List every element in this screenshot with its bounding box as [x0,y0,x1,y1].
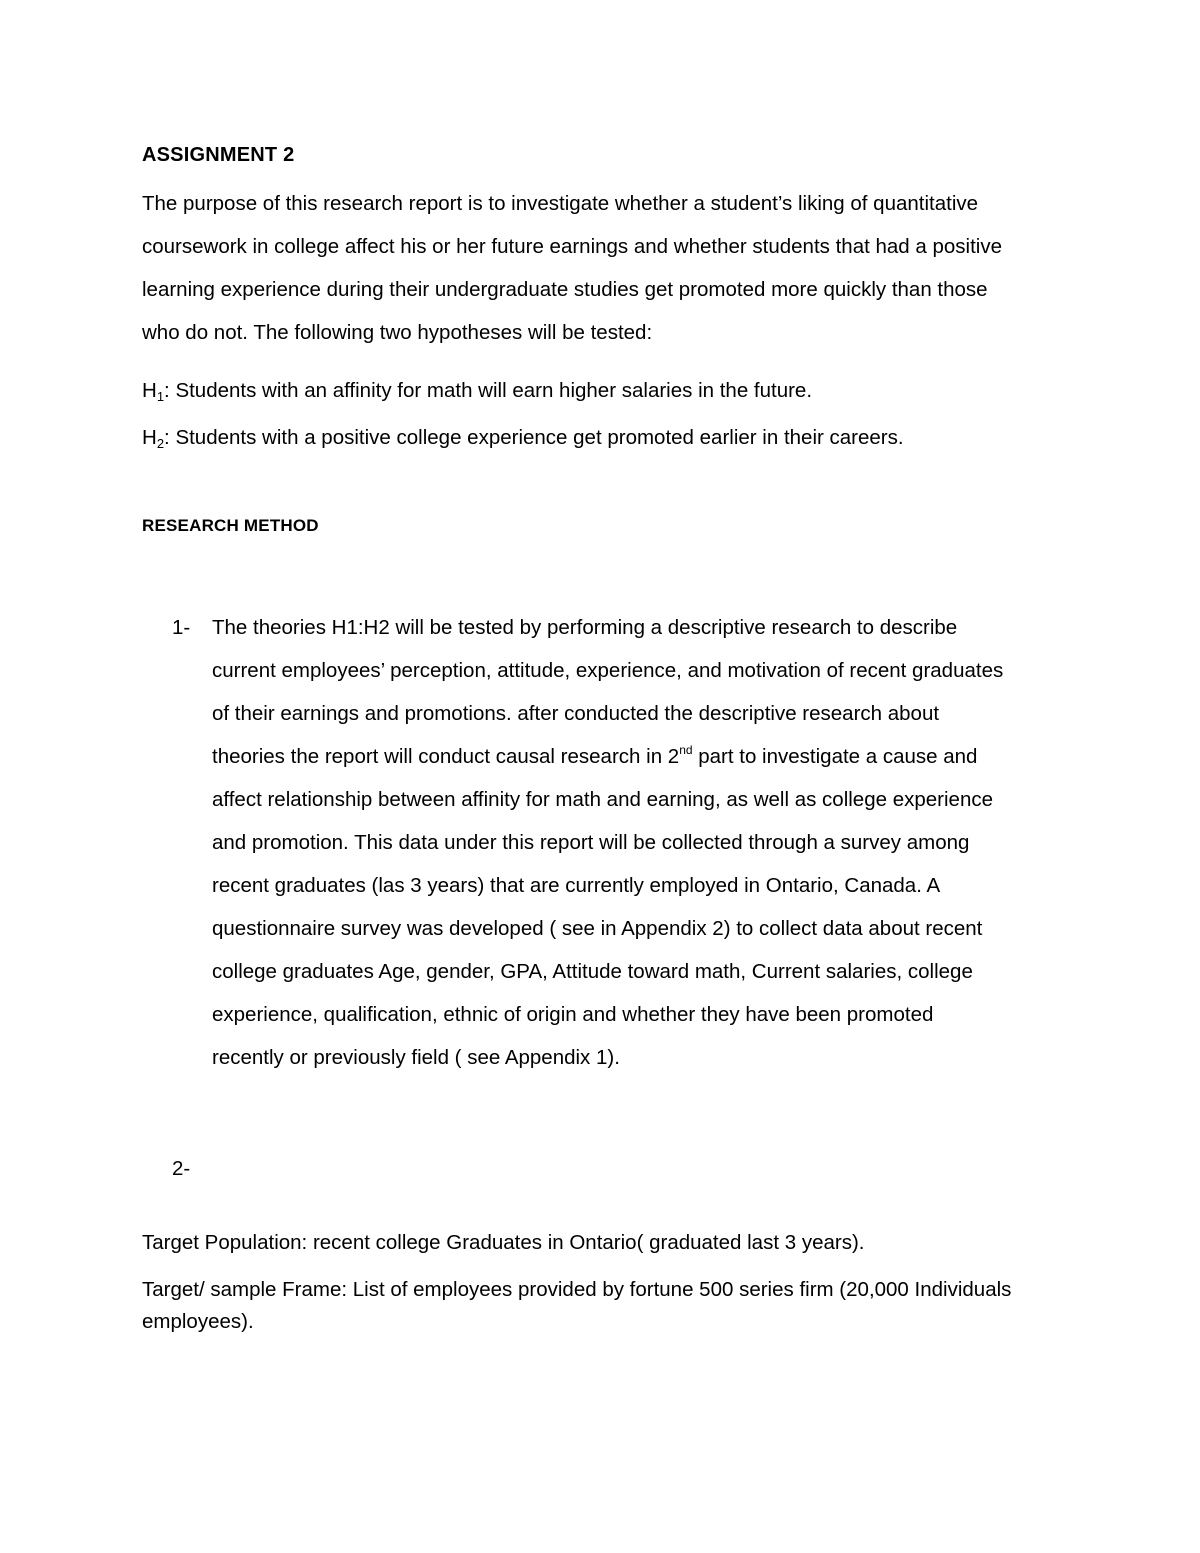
intro-line: coursework in college affect his or her future earnings and whether students that had a positive [142,235,1002,258]
item-line: current employees’ perception, attitude, experience, and motivation of recent graduates [212,659,1004,682]
hypothesis-1 [142,377,812,405]
item-line-part: part to investigate a cause and [692,745,978,768]
item-line: of their earnings and promotions. after conducted the descriptive research about [212,702,940,725]
hypothesis-text: : Students with a positive college experience get promoted earlier in their careers. [164,426,904,449]
hypothesis-subscript: 1 [156,389,165,404]
item-line: recent graduates (las 3 years) that are currently employed in Ontario, Canada. A [212,874,941,897]
intro-paragraph [142,190,1002,362]
item-line: and promotion. This data under this report will be collected through a survey among [212,831,970,854]
hypothesis-subscript: 2 [156,436,165,451]
ordinal-superscript: nd [679,743,693,757]
sample-frame [142,1276,1011,1340]
item-line: college graduates Age, gender, GPA, Attitude toward math, Current salaries, college [212,960,973,983]
item-line [212,743,1003,786]
item-line: questionnaire survey was developed ( see in Appendix 2) to collect data about recent [212,917,983,940]
item-line: recently or previously field ( see Appendix 1). [212,1046,620,1069]
item-line: affect relationship between affinity for math and earning, as well as college experience [212,788,993,811]
item-line: experience, qualification, ethnic of origin and whether they have been promoted [212,1003,934,1026]
intro-line: who do not. The following two hypotheses will be tested: [142,321,653,344]
list-number-2: 2- [172,1157,191,1180]
list-number-1: 1- [172,616,191,639]
section-heading: RESEARCH METHOD [142,516,319,535]
sample-frame-line: employees). [142,1310,254,1333]
sample-frame-line: Target/ sample Frame: List of employees provided by fortune 500 series firm (20,000 Individuals [142,1278,1012,1301]
hypothesis-text: : Students with an affinity for math will earn higher salaries in the future. [164,379,813,402]
intro-line: The purpose of this research report is to investigate whether a student’s liking of quantitative [142,192,979,215]
intro-line: learning experience during their undergraduate studies get promoted more quickly than those [142,278,988,301]
item-line-part: theories the report will conduct causal research in 2 [212,745,680,768]
document-title: ASSIGNMENT 2 [142,144,295,166]
target-population: Target Population: recent college Graduates in Ontario( graduated last 3 years). [142,1231,865,1254]
list-item-1 [212,614,1003,1087]
hypothesis-2 [142,424,904,452]
item-line: The theories H1:H2 will be tested by performing a descriptive research to describe [212,616,958,639]
hypothesis-letter: H [142,426,157,449]
hypothesis-letter: H [142,379,157,402]
